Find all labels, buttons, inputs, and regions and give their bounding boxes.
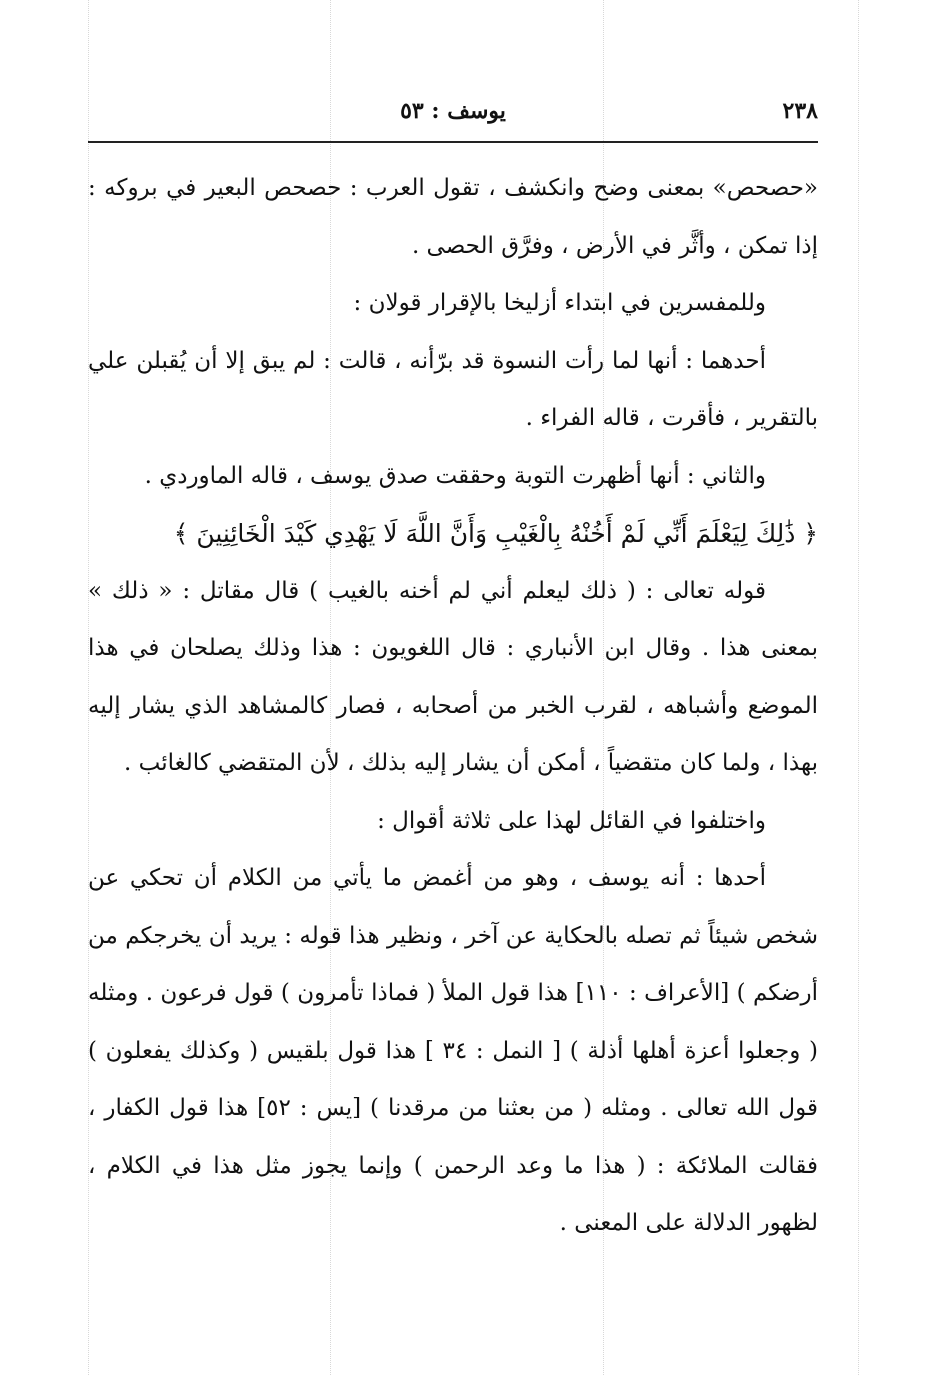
paragraph: أحدها : أنه يوسف ، وهو من أغمض ما يأتي من الكلام أن تحكي عن شخص شيئاً ثم تصله بالحكاية عن آخر ، ونظير هذا قوله : يريد أن يخرجكم من أرضكم ) [الأعراف : ١١٠] هذا قول الملأ ( فماذا تأمرون ) قول فرعون . ومثله ( وجعلوا أعزة أهلها أذلة ) [ النمل : ٣٤ ] هذا قول بلقيس ( وكذلك يفعلون ) قول الله تعالى . ومثله ( من بعثنا من مرقدنا ) [يس : ٥٢] هذا قول الكفار ، فقالت الملائكة : ( هذا ما وعد الرحمن ) وإنما يجوز مثل هذا في الكلام ، لظهور الدلالة على المعنى . bbox=[88, 865, 819, 1236]
page-body bbox=[88, 160, 818, 1253]
header-rule bbox=[88, 141, 818, 143]
quran-verse: ﴿ ذَٰلِكَ لِيَعْلَمَ أَنِّي لَمْ أَخُنْهُ بِالْغَيْبِ وَأَنَّ اللَّهَ لَا يَهْدِي كَيْدَ الْخَائِنِينَ ﴾ bbox=[173, 519, 818, 548]
paragraph: أحدهما : أنها لما رأت النسوة قد برّأنه ، قالت : لم يبق إلا أن يُقبلن علي بالتقرير ، فأقرت ، قاله الفراء . bbox=[88, 347, 818, 431]
page-header bbox=[88, 94, 818, 138]
paragraph: قوله تعالى : ( ذلك ليعلم أني لم أخنه بالغيب ) قال مقاتل : « ذلك » بمعنى هذا . وقال ابن الأنباري : قال اللغويون : هذا وذلك يصلحان في هذا الموضع وأشباهه ، لقرب الخبر من أصحابه ، فصار كالمشاهد الذي يشار إليه بهذا ، ولما كان متقضياً ، أمكن أن يشار إليه بذلك ، لأن المتقضي كالغائب . bbox=[88, 577, 818, 776]
paragraph: والثاني : أنها أظهرت التوبة وحققت صدق يوسف ، قاله الماوردي . bbox=[144, 462, 766, 489]
margin-guide bbox=[858, 0, 859, 1375]
page-number: ٢٣٨ bbox=[782, 98, 818, 124]
running-head: يوسف : ٥٣ bbox=[400, 98, 506, 124]
paragraph: وللمفسرين في ابتداء أزليخا بالإقرار قولان : bbox=[353, 290, 766, 316]
paragraph: «حصحص» بمعنى وضح وانكشف ، تقول العرب : حصحص البعير في بروكه : إذا تمكن ، وأثَّر في الأرض ، وفرَّق الحصى . bbox=[88, 175, 818, 259]
paragraph: واختلفوا في القائل لهذا على ثلاثة أقوال : bbox=[377, 807, 766, 834]
